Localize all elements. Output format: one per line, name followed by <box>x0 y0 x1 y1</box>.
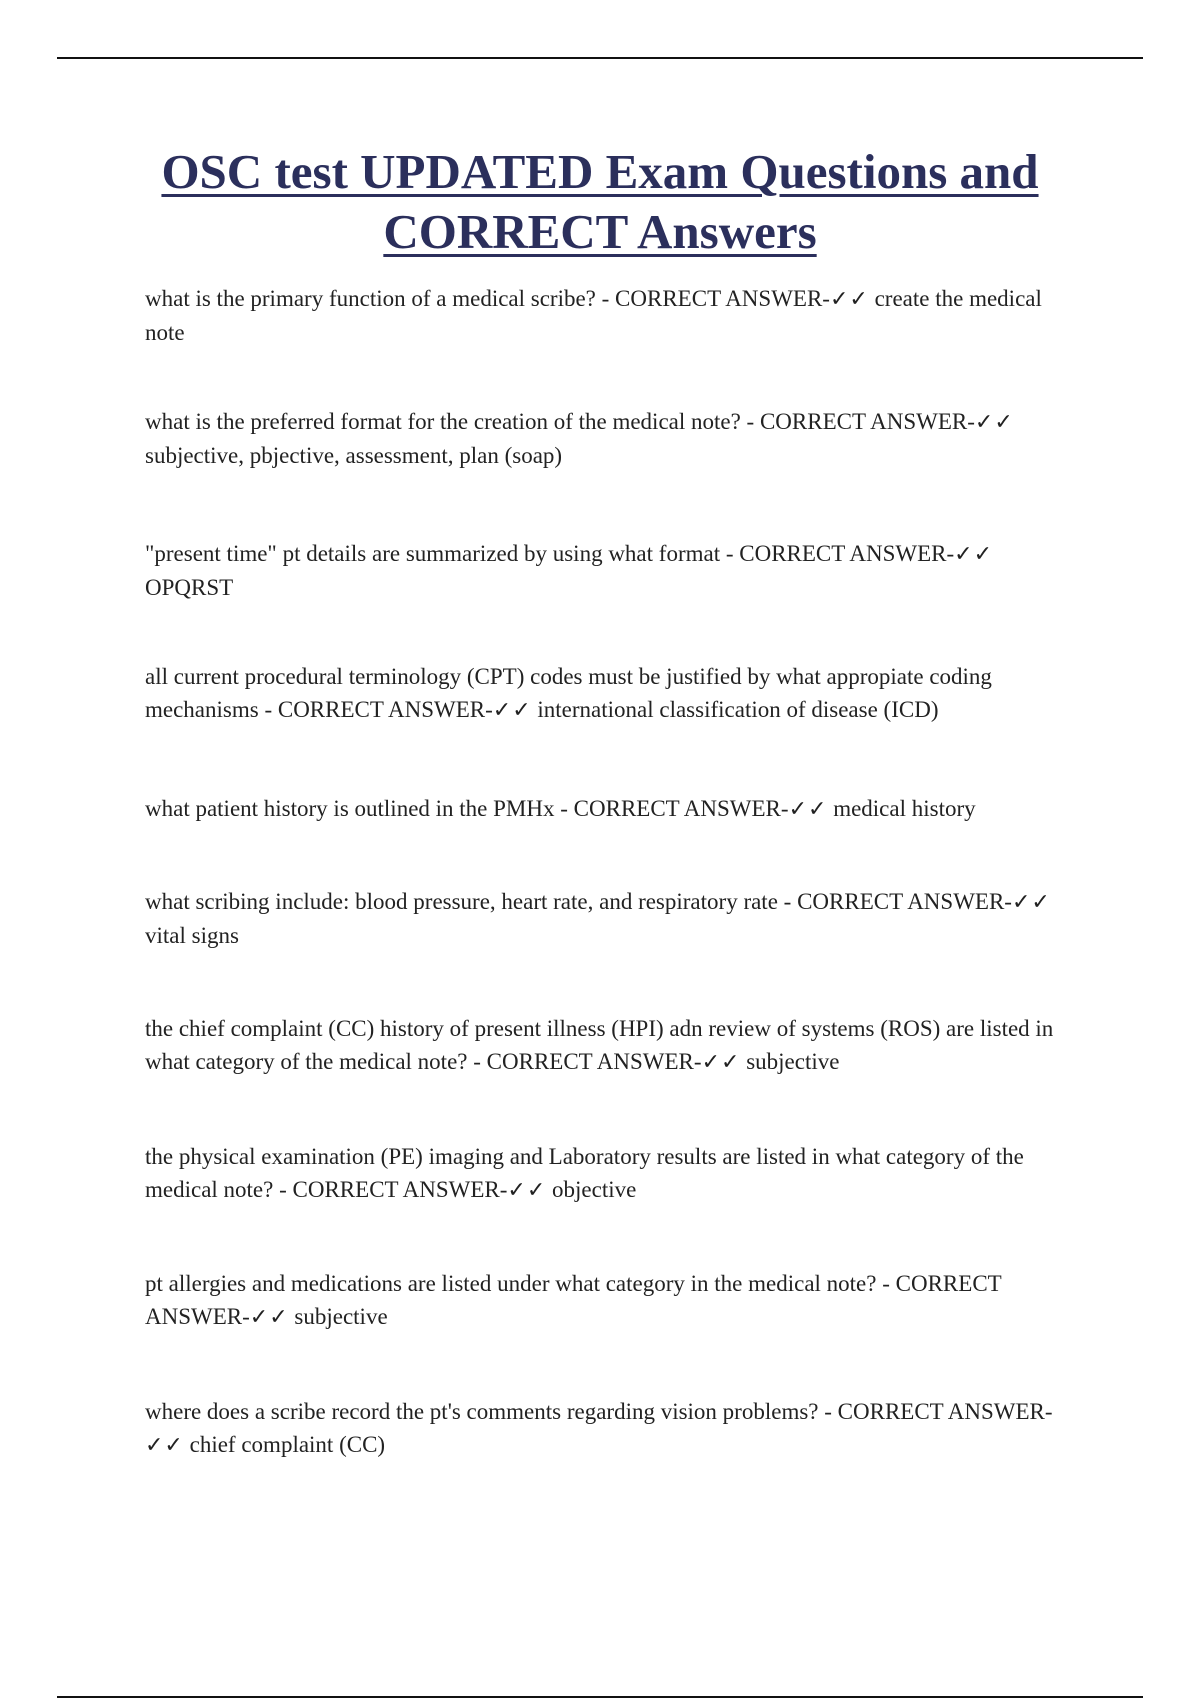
check-mark-icon: ✓✓ <box>701 1050 741 1075</box>
qa-item <box>145 1267 1065 1334</box>
qa-item <box>145 660 1065 727</box>
answer-text: OPQRST <box>145 575 234 600</box>
answer-text: subjective <box>288 1304 388 1329</box>
check-mark-icon: ✓✓ <box>249 1305 289 1330</box>
answer-text: objective <box>546 1177 637 1202</box>
qa-item <box>145 1012 1065 1079</box>
question-text: what patient history is outlined in the PMHx - CORRECT ANSWER- <box>145 796 789 821</box>
top-rule <box>57 57 1143 59</box>
question-text: "present time" pt details are summarized by using what format - CORRECT ANSWER- <box>145 541 955 566</box>
question-text: the chief complaint (CC) history of present illness (HPI) adn review of systems (ROS) are listed in what category of the medical note? - CORRECT ANSWER- <box>145 1016 1054 1074</box>
answer-text: international classification of disease (ICD) <box>531 697 939 722</box>
document-title-text: OSC test UPDATED Exam Questions and CORRECT Answers <box>161 144 1039 259</box>
check-mark-icon: ✓✓ <box>145 1433 184 1458</box>
qa-item <box>145 282 1065 349</box>
document-title <box>100 142 1100 262</box>
check-mark-icon: ✓✓ <box>1011 890 1051 915</box>
question-text: what scribing include: blood pressure, heart rate, and respiratory rate - CORRECT ANSWER- <box>145 889 1012 914</box>
qa-item <box>145 537 1065 604</box>
qa-item <box>145 792 1065 826</box>
check-mark-icon: ✓✓ <box>829 287 869 312</box>
answer-text: medical history <box>827 796 976 821</box>
question-text: what is the preferred format for the creation of the medical note? - CORRECT ANSWER- <box>145 409 975 434</box>
check-mark-icon: ✓✓ <box>507 1178 547 1203</box>
qa-item <box>145 1395 1065 1462</box>
qa-item <box>145 405 1065 472</box>
qa-item <box>145 885 1065 952</box>
question-text: all current procedural terminology (CPT) codes must be justified by what appropiate coding mechanisms - CORRECT ANSWER- <box>145 664 992 722</box>
question-text: what is the primary function of a medical scribe? - CORRECT ANSWER- <box>145 286 830 311</box>
bottom-rule <box>57 1696 1143 1698</box>
answer-text: vital signs <box>145 923 239 948</box>
question-text: the physical examination (PE) imaging and Laboratory results are listed in what category of the medical note? - CORRECT ANSWER- <box>145 1144 1024 1202</box>
qa-item <box>145 1140 1065 1207</box>
answer-text: create the medical note <box>145 286 1042 345</box>
answer-text: subjective <box>740 1049 840 1074</box>
check-mark-icon: ✓✓ <box>492 698 532 723</box>
question-text: pt allergies and medications are listed under what category in the medical note? - CORRECT ANSWER- <box>145 1271 1002 1329</box>
question-text: where does a scribe record the pt's comments regarding vision problems? - CORRECT ANSWER- <box>145 1399 1053 1424</box>
check-mark-icon: ✓✓ <box>788 797 828 822</box>
answer-text: subjective, pbjective, assessment, plan (soap) <box>145 443 563 468</box>
check-mark-icon: ✓✓ <box>954 542 994 567</box>
answer-text: chief complaint (CC) <box>183 1432 386 1457</box>
check-mark-icon: ✓✓ <box>974 410 1014 435</box>
